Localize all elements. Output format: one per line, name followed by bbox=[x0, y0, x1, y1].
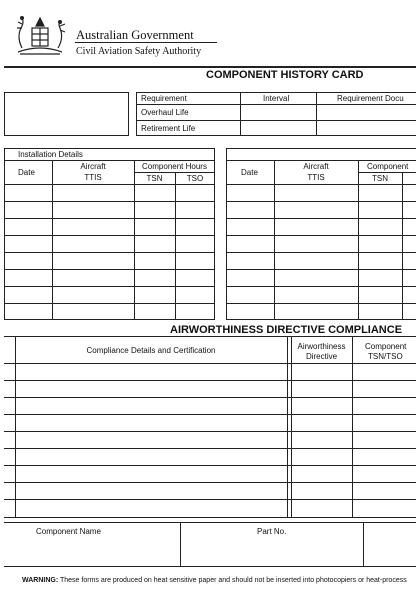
component-header: Component bbox=[365, 342, 407, 351]
requirement-document-header: Requirement Docu bbox=[337, 94, 404, 103]
overhaul-life-label: Overhaul Life bbox=[141, 108, 189, 117]
requirement-header: Requirement bbox=[141, 94, 187, 103]
warning-label: WARNING: bbox=[22, 577, 59, 584]
requirements-side-box bbox=[4, 92, 129, 136]
warning-note bbox=[22, 577, 407, 585]
coat-of-arms-icon bbox=[10, 14, 70, 58]
org-name: Australian Government bbox=[76, 28, 194, 42]
component-hours-header-right: Component bbox=[367, 162, 409, 171]
date-header: Date bbox=[18, 168, 35, 177]
installation-title: Installation Details bbox=[18, 150, 83, 159]
tso-header: TSO bbox=[186, 174, 204, 183]
date-header-right: Date bbox=[241, 168, 258, 177]
org-subname: Civil Aviation Safety Authority bbox=[76, 46, 202, 57]
aircraft-header-right: Aircraft bbox=[303, 162, 329, 171]
retirement-life-label: Retirement Life bbox=[141, 124, 196, 133]
component-name-label: Component Name bbox=[36, 527, 101, 536]
airworthiness-header: Airworthiness bbox=[297, 342, 346, 351]
tsn-header-right: TSN bbox=[372, 174, 388, 183]
directive-header: Directive bbox=[305, 352, 338, 361]
ttis-header: TTIS bbox=[84, 173, 102, 182]
tsn-tso-header: TSN/TSO bbox=[368, 352, 403, 361]
ttis-header-right: TTIS bbox=[307, 173, 325, 182]
title-rule bbox=[4, 66, 416, 68]
ad-compliance-title: AIRWORTHINESS DIRECTIVE COMPLIANCE bbox=[170, 324, 403, 336]
tsn-header: TSN bbox=[146, 174, 163, 183]
interval-header: Interval bbox=[263, 94, 290, 103]
part-no-label: Part No. bbox=[257, 527, 287, 536]
header-rule bbox=[75, 42, 217, 43]
aircraft-header: Aircraft bbox=[80, 162, 106, 171]
warning-text: These forms are produced on heat sensitive paper and should not be inserted into photocopiers or heat-process bbox=[60, 577, 407, 584]
card-title: COMPONENT HISTORY CARD bbox=[206, 69, 364, 81]
component-hours-header: Component Hours bbox=[142, 162, 207, 171]
compliance-details-header: Compliance Details and Certification bbox=[86, 346, 216, 355]
